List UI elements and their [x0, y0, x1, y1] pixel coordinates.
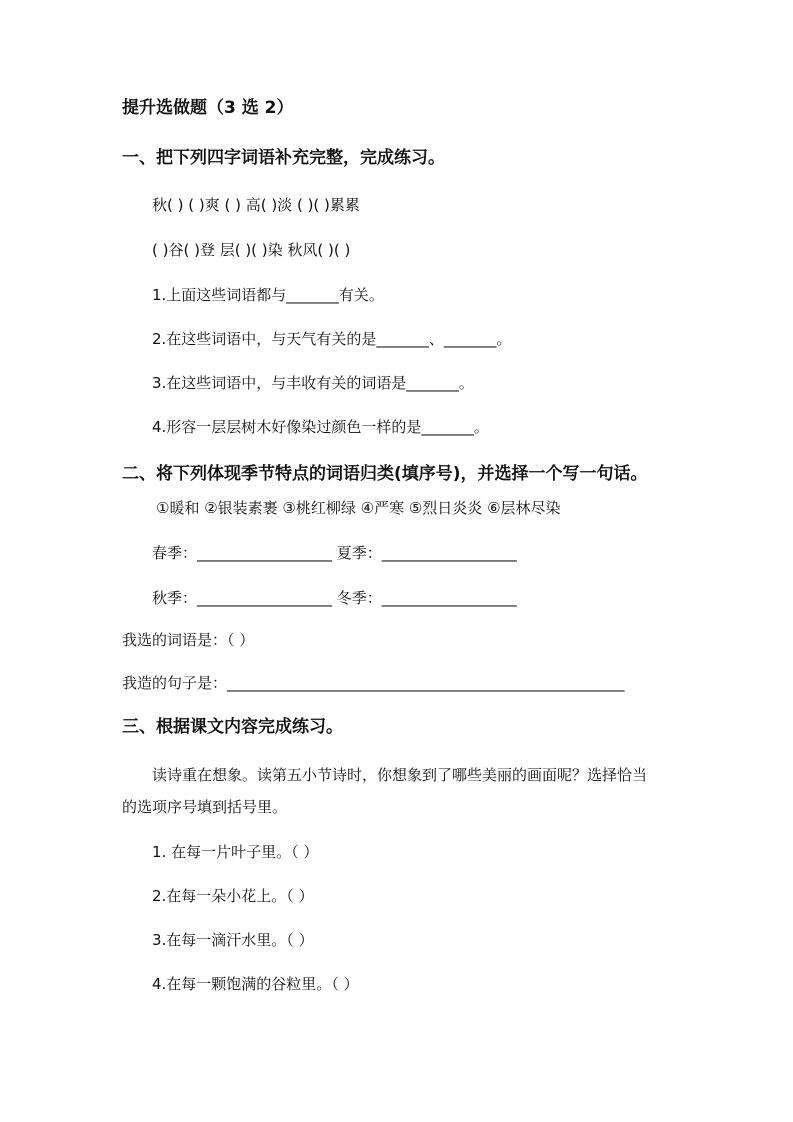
- sentence-line: 我造的句子是：_____________________________________________________: [122, 674, 625, 692]
- section-3-heading: 三、根据课文内容完成练习。: [122, 717, 343, 737]
- section-3-intro-line-2: 的选项序号填到括号里。: [122, 798, 288, 816]
- poem-item-3: 3.在每一滴汗水里。（ ）: [152, 931, 314, 949]
- poem-item-1: 1. 在每一片叶子里。（ ）: [152, 843, 319, 861]
- question-1: 1.上面这些词语都与_______有关。: [152, 286, 384, 304]
- word-fill-row-1: 秋( ) ( )爽 ( ) 高( )淡 ( )( )累累: [152, 196, 360, 214]
- poem-item-4: 4.在每一颗饱满的谷粒里。（ ）: [152, 975, 359, 993]
- section-3-intro-line-1: 读诗重在想象。读第五小节诗时，你想象到了哪些美丽的画面呢？选择恰当: [152, 766, 648, 784]
- section-1-heading: 一、把下列四字词语补充完整，完成练习。: [122, 148, 445, 168]
- word-fill-row-2: ( )谷( )登 层( )( )染 秋风( )( ): [152, 241, 351, 259]
- section-2-heading: 二、将下列体现季节特点的词语归类(填序号)，并选择一个写一句话。: [122, 464, 648, 484]
- chosen-word-line: 我选的词语是：（ ）: [122, 631, 255, 649]
- page-title: 提升选做题（3 选 2）: [122, 98, 294, 118]
- question-3: 3.在这些词语中，与丰收有关的词语是_______。: [152, 374, 474, 392]
- autumn-winter-blanks: 秋季：__________________ 冬季：__________________: [152, 589, 517, 607]
- season-word-options: ①暖和 ②银装素裹 ③桃红柳绿 ④严寒 ⑤烈日炎炎 ⑥层林尽染: [156, 499, 561, 517]
- poem-item-2: 2.在每一朵小花上。（ ）: [152, 887, 314, 905]
- question-4: 4.形容一层层树木好像染过颜色一样的是_______。: [152, 418, 489, 436]
- question-2: 2.在这些词语中，与天气有关的是_______、_______。: [152, 330, 512, 348]
- spring-summer-blanks: 春季：__________________ 夏季：__________________: [152, 544, 517, 562]
